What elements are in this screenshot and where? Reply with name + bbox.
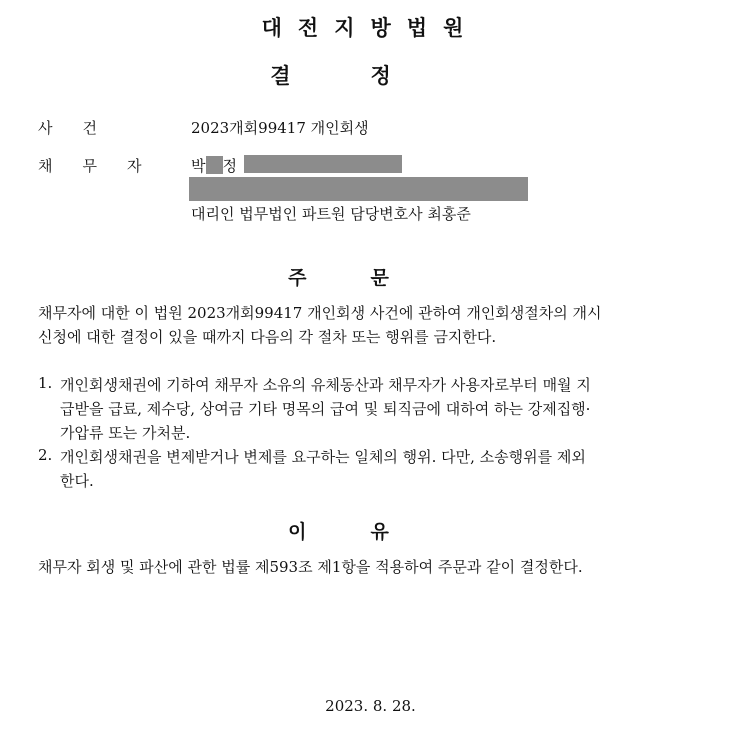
order-item-line: 개인회생채권을 변제받거나 변제를 요구하는 일체의 행위. 다만, 소송행위를 제외 <box>60 448 586 466</box>
debtor-name-part1: 박 <box>191 157 206 175</box>
redaction-block <box>206 156 223 174</box>
debtor-name <box>191 155 237 176</box>
redaction-block <box>244 155 402 173</box>
redaction-block <box>189 177 528 201</box>
case-label: 사건 <box>38 119 127 137</box>
reason-text: 채무자 회생 및 파산에 관한 법률 제593조 제1항을 적용하여 주문과 같이 결정한다. <box>38 558 583 576</box>
order-item-number: 2. <box>38 446 53 464</box>
debtor-name-part2: 정 <box>222 157 237 175</box>
order-intro-line: 채무자에 대한 이 법원 2023개회99417 개인회생 사건에 관하여 개인회생절차의 개시 <box>38 304 602 322</box>
debtor-label: 채무자 <box>38 157 172 175</box>
decision-date: 2023. 8. 28. <box>325 697 416 715</box>
order-item-line: 급받을 급료, 제수당, 상여금 기타 명목의 급여 및 퇴직금에 대하여 하는 강제집행· <box>60 400 591 418</box>
document-title: 결정 <box>270 64 471 88</box>
order-item-line: 한다. <box>60 472 94 490</box>
order-intro-line: 신청에 대한 결정이 있을 때까지 다음의 각 절차 또는 행위를 금지한다. <box>38 328 497 346</box>
order-item-line: 가압류 또는 가처분. <box>60 424 191 442</box>
reason-heading: 이유 <box>288 521 453 543</box>
debtor-agent: 대리인 법무법인 파트원 담당변호사 최홍준 <box>191 205 471 223</box>
order-item-number: 1. <box>38 374 53 392</box>
case-value: 2023개회99417 개인회생 <box>191 119 369 137</box>
court-name: 대전지방법원 <box>261 16 480 40</box>
order-item-line: 개인회생채권에 기하여 채무자 소유의 유체동산과 채무자가 사용자로부터 매월 지 <box>60 376 591 394</box>
order-heading: 주문 <box>288 267 453 289</box>
